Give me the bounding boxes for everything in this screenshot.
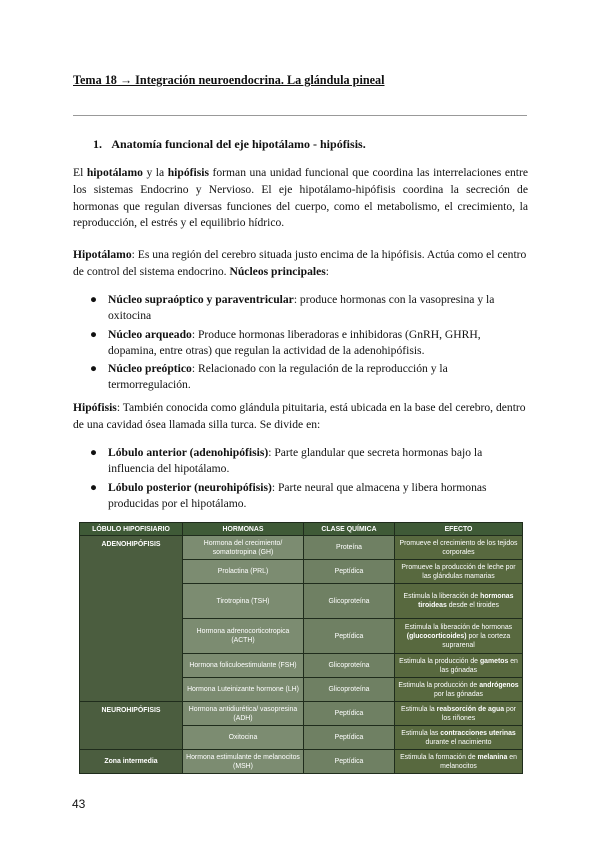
hormone-cell: Hormona adrenocorticotropica (ACTH) [183, 619, 304, 654]
section-heading [93, 137, 366, 152]
item-term: Lóbulo anterior (adenohipófisis) [108, 446, 269, 459]
bullet-icon: ● [90, 446, 98, 459]
header-hormonas: HORMONAS [183, 523, 304, 536]
intro-term-hipotalamo: hipotálamo [86, 166, 143, 179]
divider [73, 115, 527, 116]
lobe-adeno: ADENOHIPÓFISIS [80, 536, 183, 702]
class-cell: Glicoproteína [304, 678, 395, 702]
nucleos-colon: : [325, 264, 330, 278]
hormones-table [79, 522, 522, 774]
hipofisis-term: Hipófisis [73, 401, 117, 414]
hormone-cell: Tirotropina (TSH) [183, 584, 304, 619]
intro-text-1: El [73, 166, 87, 179]
table-row [80, 750, 523, 774]
header-clase: CLASE QUÍMICA [304, 523, 395, 536]
effect-cell: Estimula la liberación de hormonas tiroideas desde el tiroides [395, 584, 523, 619]
intro-paragraph [73, 165, 528, 232]
header-lobulo: LÓBULO HIPOFISIARIO [80, 523, 183, 536]
item-term: Núcleo preóptico [108, 362, 192, 376]
class-cell: Peptídica [304, 619, 395, 654]
class-cell: Glicoproteína [304, 584, 395, 619]
lobe-neuro: NEUROHIPÓFISIS [80, 702, 183, 750]
effect-cell: Estimula la producción de andrógenos por las gónadas [395, 678, 523, 702]
hipofisis-text: : También conocida como glándula pituitaria, está ubicada en la base del cerebro, dentro de una cavidad ósea llamada silla turca. Se divide en: [73, 401, 526, 431]
item-text: : Produce hormonas liberadoras e inhibidoras (GnRH, GHRH, dopamina, entre otras) que regulan la actividad de la adenohipófisis. [108, 327, 481, 357]
item-term: Lóbulo posterior (neurohipófisis) [108, 480, 272, 494]
item-text: : Relacionado con la regulación de la reproducción y la termorregulación. [108, 362, 448, 392]
list-item [0, 445, 600, 478]
header-efecto: EFECTO [395, 523, 523, 536]
nucleos-term: Núcleos principales [229, 264, 326, 278]
hormone-cell: Oxitocina [183, 726, 304, 750]
list-item [0, 480, 600, 513]
table-row [80, 702, 523, 726]
bullet-icon: ● [90, 480, 98, 494]
table-header-row [80, 523, 523, 536]
hormone-cell: Hormona antidiurética/ vasopresina (ADH) [183, 702, 304, 726]
nucleos-list [0, 292, 600, 396]
hormone-cell: Prolactina (PRL) [183, 560, 304, 584]
list-item [0, 361, 600, 394]
hormone-cell: Hormona Luteinizante hormone (LH) [183, 678, 304, 702]
table-row [80, 536, 523, 560]
class-cell: Peptídica [304, 702, 395, 726]
hipotalamo-text: : Es una región del cerebro situada justo encima de la hipófisis. Actúa como el centro de control del sistema endocrino. [73, 248, 527, 278]
effect-cell: Estimula la formación de melanina en melanocitos [395, 750, 523, 774]
page-title: Tema 18 → Integración neuroendocrina. La glándula pineal [73, 73, 385, 87]
class-cell: Glicoproteína [304, 654, 395, 678]
bullet-icon: ● [90, 293, 98, 306]
bullet-icon: ● [90, 362, 98, 376]
section-number: 1. [93, 137, 102, 151]
section-label: Anatomía funcional del eje hipotálamo - hipófisis. [111, 137, 366, 151]
class-cell: Proteína [304, 536, 395, 560]
effect-cell: Estimula las contracciones uterinas durante el nacimiento [395, 726, 523, 750]
effect-cell: Promueve la producción de leche por las glándulas mamarias [395, 560, 523, 584]
class-cell: Peptídica [304, 750, 395, 774]
hormone-cell: Hormona estimulante de melanocitos (MSH) [183, 750, 304, 774]
intro-term-hipofisis: hipófisis [167, 166, 209, 179]
class-cell: Peptídica [304, 726, 395, 750]
list-item [0, 327, 600, 360]
effect-cell: Estimula la producción de gametos en las gónadas [395, 654, 523, 678]
hormone-cell: Hormona foliculoestimulante (FSH) [183, 654, 304, 678]
item-text: : produce hormonas con la vasopresina y la oxitocina [108, 293, 495, 323]
intro-text-2: y la [142, 166, 168, 179]
item-text: : Parte glandular que secreta hormonas bajo la influencia del hipotálamo. [108, 446, 483, 476]
hipotalamo-term: Hipotálamo [73, 248, 132, 261]
page-number: 43 [72, 797, 86, 811]
item-term: Núcleo supraóptico y paraventricular [108, 293, 294, 306]
hipotalamo-paragraph [73, 247, 528, 281]
hormone-cell: Hormona del crecimiento/ somatotropina (GH) [183, 536, 304, 560]
list-item [0, 292, 600, 325]
effect-cell: Estimula la liberación de hormonas (glucocorticoides) por la corteza suprarenal [395, 619, 523, 654]
effect-cell: Estimula la reabsorción de agua por los riñones [395, 702, 523, 726]
intro-text-3: forman una unidad funcional que coordina las interrelaciones entre los sistemas Endocrino y Nervioso. El eje hipotálamo-hipófisis coordina la secreción de hormonas que regulan diversas funciones del cuerpo, como el metabolismo, el crecimiento, la reproducción, el estrés y el equilibrio hídrico. [73, 166, 529, 230]
lobe-zona: Zona intermedia [80, 750, 183, 774]
class-cell: Peptídica [304, 560, 395, 584]
item-term: Núcleo arqueado [108, 327, 192, 341]
bullet-icon: ● [90, 327, 98, 341]
effect-cell: Promueve el crecimiento de los tejidos corporales [395, 536, 523, 560]
hipofisis-paragraph [73, 400, 528, 434]
lobulos-list [0, 445, 600, 514]
item-text: : Parte neural que almacena y libera hormonas producidas por el hipotálamo. [108, 480, 487, 510]
